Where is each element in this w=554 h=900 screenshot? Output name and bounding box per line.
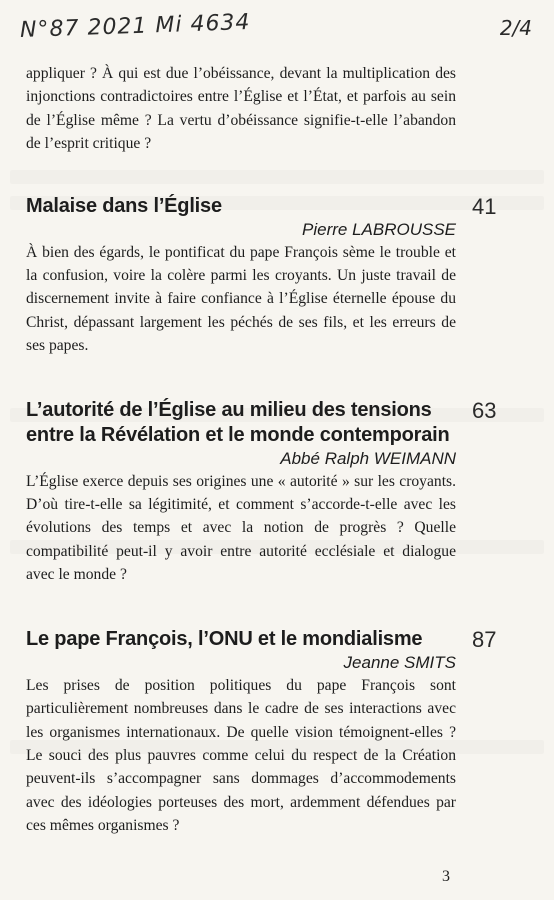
page-number: 3 — [442, 868, 450, 885]
handwritten-annotation — [14, 8, 540, 48]
toc-page-number: 41 — [472, 193, 497, 219]
handwritten-page-ratio: 2/4 — [499, 16, 532, 40]
toc-entry-summary: L’Église exerce depuis ses origines une « autorité » sur les croyants. D’où tire-t-elle sa légitimité, et comment s’accorde-t-elle avec les évolutions des temps et avec la notion de progrès ? Quelle compatibilité peut-il y avoir entre autorité ecclésiale et dialogue avec le monde ? — [26, 472, 456, 584]
toc-entry-author: Abbé Ralph WEIMANN — [280, 448, 456, 468]
toc-page-number: 87 — [472, 626, 497, 652]
toc-entry-onu — [26, 626, 497, 838]
toc-page-number: 63 — [472, 397, 497, 423]
toc-entry-author: Jeanne SMITS — [343, 652, 456, 672]
toc-entry-title: L’autorité de l’Église au milieu des tensions entre la Révélation et le monde contemporain — [26, 398, 450, 446]
table-of-contents — [26, 62, 497, 838]
toc-entry-author: Pierre LABROUSSE — [302, 219, 456, 239]
handwritten-reference: N°87 2021 Mi 4634 — [19, 9, 251, 44]
intro-paragraph: appliquer ? À qui est due l’obéissance, devant la multiplication des injonctions contradictoires entre l’Église et l’État, et parfois au sein de l’Église même ? La vertu d’obéissance signifie-t-elle l’abandon de l’esprit critique ? — [26, 65, 456, 153]
toc-entry-title: Le pape François, l’ONU et le mondialisme — [26, 627, 423, 650]
toc-entry-title: Malaise dans l’Église — [26, 194, 222, 217]
toc-entry-summary: À bien des égards, le pontificat du pape François sème le trouble et la confusion, voire la colère parmi les croyants. Un juste travail de discernement invite à faire confiance à l’Église éternelle épouse du Christ, dépassant largement les péchés de ses fils, et les erreurs de ses papes. — [26, 243, 456, 355]
toc-entry-malaise — [26, 193, 497, 358]
toc-entry-summary: Les prises de position politiques du pape François sont particulièrement nombreuses dans le cadre de ses interactions avec les organismes internationaux. De quelle vision témoignent-elles ? Le souci des plus pauvres comme celui du respect de la Création peuvent-ils s’accompagner sans dommages d’accommodements avec des idéologies porteuses des mort, ardemment défendues par ces mêmes organismes ? — [26, 676, 456, 835]
toc-entry-autorite — [26, 397, 497, 587]
